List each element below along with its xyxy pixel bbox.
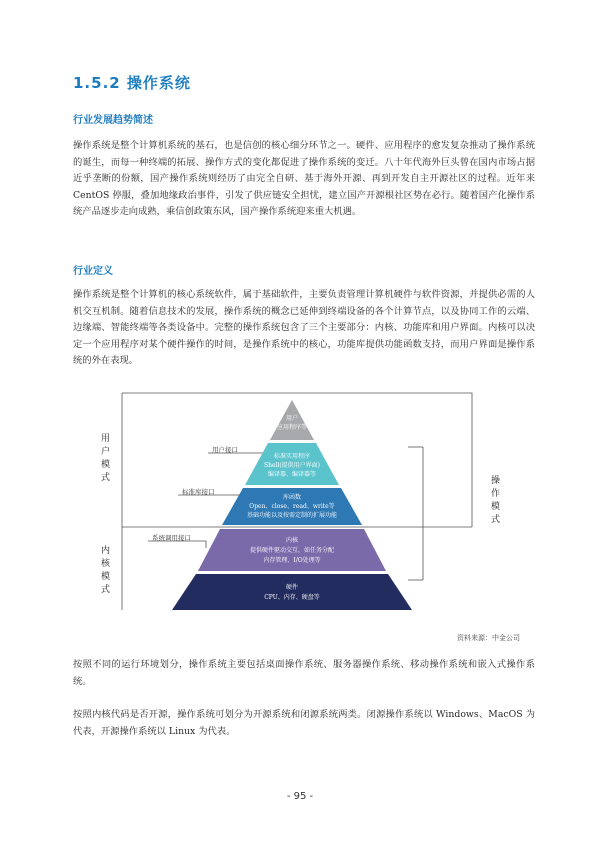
layer-utilities-line1: 标准实用程序 — [273, 453, 311, 460]
definition-paragraph: 操作系统是整个计算机的核心系统软件，属于基础软件，主要负责管理计算机硬件与软件资源，并提供必需的人机交互机制。随着信息技术的发展，操作系统的概念已延伸到终端设备的各个计算节点，以及协同工作的云端、边缘端、智能终端等各类设备中。完整的操作系统包含了三个主要部分：内核、功能库和用户界面。内核可以决定一个应用程序对某个硬件操作的时间，是操作系统中的核心，功能库提供功能函数支持，而用户界面是操作系统的外在表现。 — [73, 289, 535, 366]
section-title: 1.5.2 操作系统 — [73, 74, 191, 92]
layer-libraries-line1: 库函数 — [282, 494, 302, 501]
trend-paragraph: 操作系统是整个计算机系统的基石，也是信创的核心细分环节之一。硬件、应用程序的愈发复杂推动了操作系统的诞生，而每一种终端的拓展、操作方式的变化都促进了操作系统的变迁。八十年代海外巨头曾在国内市场占据近乎垄断的份额，国产操作系统则经历了由完全自研、基于海外开源、再到开发自主开源社区的过程。近年来 CentOS 停服，叠加地缘政治事件，引发了供应链安全担忧，建立国产开源根社区势在必行。随着国产化操作系统产品逐步走向成熟，乘信创政策东风，国产操作系统迎来重大机遇。 — [73, 140, 535, 217]
source-note: 资料来源：中金公司 — [457, 634, 520, 642]
layer-hardware-line1: 硬件 — [285, 584, 299, 591]
user-mode-label: 用户模式 — [99, 433, 109, 485]
classification-by-source: 按照内核代码是否开源，操作系统可划分为开源系统和闭源系统两类。闭源操作系统以 Windows、MacOS 为代表，开源操作系统以 Linux 为代表。 — [73, 709, 535, 737]
layer-user-apps-line2: 应用程序等 — [276, 424, 308, 431]
layer-hardware-line2: CPU、内存、硬盘等 — [264, 594, 320, 601]
trend-heading: 行业发展趋势简述 — [73, 115, 153, 126]
layer-utilities-line2: Shell(提供用户界面) — [263, 462, 321, 469]
user-interface-label: 用户接口 — [212, 446, 238, 454]
operating-mode-label: 操作模式 — [489, 475, 499, 527]
syscall-interface-label: 系统调用接口 — [152, 534, 191, 542]
layer-kernel-line1: 内核 — [285, 537, 299, 544]
layer-libraries-line3: 基础功能以及按需定制的扩展功能 — [246, 512, 338, 519]
layer-utilities-line3: 编译器、编译器等 — [267, 471, 317, 478]
definition-heading: 行业定义 — [73, 266, 113, 277]
layer-user-apps-line1: 用户 — [285, 415, 299, 422]
layer-kernel-line3: 内存管理、I/O处理等 — [263, 557, 321, 564]
classification-by-environment: 按照不同的运行环境划分，操作系统主要包括桌面操作系统、服务器操作系统、移动操作系统和嵌入式操作系统。 — [73, 659, 535, 687]
layer-hardware — [172, 574, 412, 610]
layer-kernel-line2: 提供硬件驱动交互，如任务分配 — [249, 547, 335, 554]
std-lib-interface-label: 标准库接口 — [182, 488, 215, 496]
layer-libraries-line2: Open、close、read、write等 — [249, 503, 335, 510]
kernel-mode-label: 内核模式 — [99, 545, 109, 597]
page-number: - 95 - — [286, 791, 314, 802]
os-architecture-diagram — [90, 385, 510, 620]
std-lib-interface-callout — [178, 495, 240, 505]
syscall-interface-callout — [148, 541, 206, 548]
